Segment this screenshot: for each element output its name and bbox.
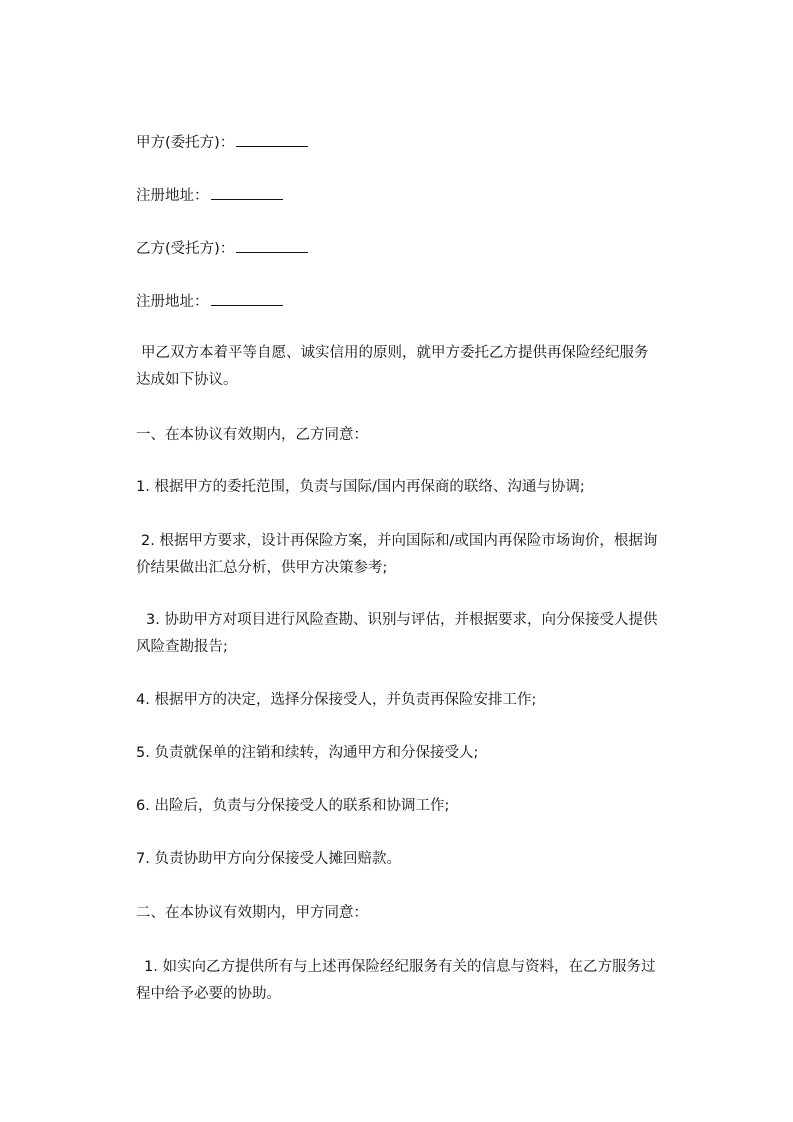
section-one-item-2-line-2: 价结果做出汇总分析，供甲方决策参考; [136,560,388,576]
party-b-address-field [136,293,283,310]
section-two-heading: 二、在本协议有效期内，甲方同意： [136,905,368,921]
section-one-item-1: 1. 根据甲方的委托范围，负责与国际/国内再保商的联络、沟通与协调; [136,479,585,495]
section-one-item-6: 6. 出险后，负责与分保接受人的联系和协调工作; [136,798,450,814]
party-b-address-blank [211,293,283,306]
intro-line-2: 达成如下协议。 [136,372,238,388]
party-b-label: 乙方(受托方)： [136,241,235,257]
party-a-address-field [136,187,283,204]
party-b-field [136,240,308,257]
party-a-label: 甲方(委托方)： [136,135,235,151]
section-one-heading: 一、在本协议有效期内，乙方同意： [136,427,368,443]
party-a-address-blank [211,187,283,200]
section-two-item-1-line-1: 1. 如实向乙方提供所有与上述再保险经纪服务有关的信息与资料，在乙方服务过 [144,959,656,975]
party-b-address-label: 注册地址： [136,294,209,310]
party-a-address-label: 注册地址： [136,188,209,204]
section-two-item-1-line-2: 程中给予必要的协助。 [136,986,281,1002]
section-one-item-2-line-1: 2. 根据甲方要求，设计再保险方案，并向国际和/或国内再保险市场询价，根据询 [141,533,658,549]
party-b-blank [236,240,308,253]
party-a-field [136,134,308,151]
section-one-item-4: 4. 根据甲方的决定，选择分保接受人，并负责再保险安排工作; [136,692,537,708]
section-one-item-7: 7. 负责协助甲方向分保接受人摊回赔款。 [136,851,401,867]
section-one-item-3-line-2: 风险查勘报告; [136,639,228,655]
intro-line-1: 甲乙双方本着平等自愿、诚实信用的原则，就甲方委托乙方提供再保险经纪服务 [141,345,649,361]
party-a-blank [236,134,308,147]
section-one-item-3-line-1: 3. 协助甲方对项目进行风险查勘、识别与评估，并根据要求，向分保接受人提供 [146,612,658,628]
section-one-item-5: 5. 负责就保单的注销和续转，沟通甲方和分保接受人; [136,745,479,761]
